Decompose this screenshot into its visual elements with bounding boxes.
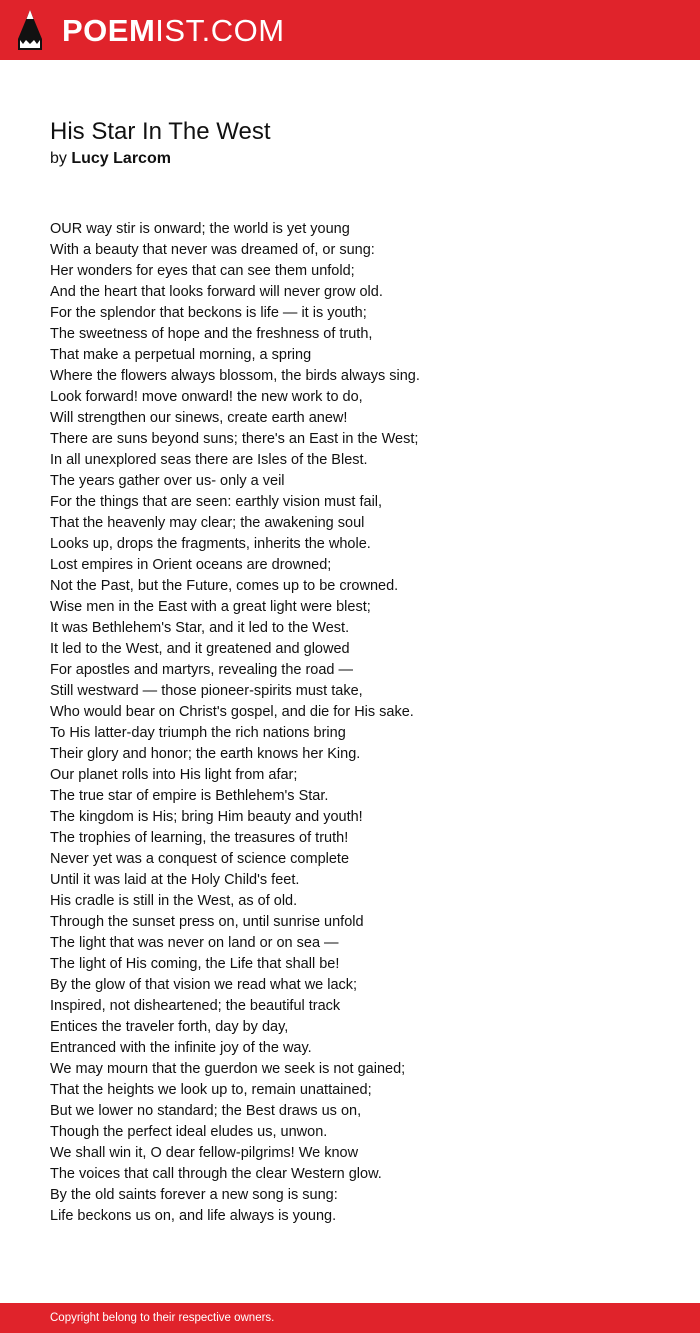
by-label: by (50, 150, 67, 167)
poem-line: By the glow of that vision we read what we lack; (50, 977, 358, 993)
poem-line: Our planet rolls into His light from afar; (50, 767, 298, 783)
poem-line: It led to the West, and it greatened and glowed (50, 641, 350, 657)
poem-line: Their glory and honor; the earth knows her King. (50, 746, 361, 762)
poem-line: Wise men in the East with a great light were blest; (50, 599, 371, 615)
site-header (0, 0, 700, 60)
poem-line: Will strengthen our sinews, create earth anew! (50, 410, 348, 426)
poem-line: By the old saints forever a new song is sung: (50, 1187, 338, 1203)
poem-title: His Star In The West (50, 118, 271, 145)
poem-line: Still westward — those pioneer-spirits must take, (50, 683, 363, 699)
poem-line: Never yet was a conquest of science complete (50, 851, 350, 867)
poem-line: Though the perfect ideal eludes us, unwon. (50, 1124, 328, 1140)
poem-line: That the heights we look up to, remain unattained; (50, 1082, 372, 1098)
poem-line: His cradle is still in the West, as of old. (50, 893, 298, 909)
poem-line: The trophies of learning, the treasures of truth! (50, 830, 349, 846)
poem-line: There are suns beyond suns; there's an East in the West; (50, 431, 419, 447)
poem-line: But we lower no standard; the Best draws us on, (50, 1103, 362, 1119)
poem-line: To His latter-day triumph the rich nations bring (50, 725, 346, 741)
poem-byline (50, 148, 171, 170)
pencil-tip-icon[interactable] (17, 9, 43, 51)
site-logo[interactable] (62, 13, 285, 49)
poem-line: Look forward! move onward! the new work to do, (50, 389, 363, 405)
poem-line: And the heart that looks forward will never grow old. (50, 284, 383, 300)
logo-bold-text: POEM (62, 13, 156, 48)
poem-line: Who would bear on Christ's gospel, and die for His sake. (50, 704, 414, 720)
poem-body (50, 219, 670, 1227)
poem-line: The voices that call through the clear Western glow. (50, 1166, 382, 1182)
poem-line: Life beckons us on, and life always is young. (50, 1208, 337, 1224)
poem-line: We shall win it, O dear fellow-pilgrims! We know (50, 1145, 359, 1161)
poem-line: For the things that are seen: earthly vision must fail, (50, 494, 383, 510)
poem-line: Entranced with the infinite joy of the way. (50, 1040, 312, 1056)
poem-line: Until it was laid at the Holy Child's feet. (50, 872, 300, 888)
poem-line: Lost empires in Orient oceans are drowned; (50, 557, 332, 573)
poem-line: In all unexplored seas there are Isles of the Blest. (50, 452, 368, 468)
poem-line: Inspired, not disheartened; the beautiful track (50, 998, 341, 1014)
poem-line: OUR way stir is onward; the world is yet young (50, 221, 350, 237)
poem-line: Not the Past, but the Future, comes up to be crowned. (50, 578, 399, 594)
site-footer (0, 1303, 700, 1333)
poem-line: For the splendor that beckons is life — it is youth; (50, 305, 367, 321)
poem-line: Through the sunset press on, until sunrise unfold (50, 914, 364, 930)
author-name: Lucy Larcom (71, 150, 171, 167)
poem-line: The sweetness of hope and the freshness of truth, (50, 326, 373, 342)
poem-line: The light that was never on land or on sea — (50, 935, 339, 951)
poem-line: The light of His coming, the Life that shall be! (50, 956, 340, 972)
poem-line: The kingdom is His; bring Him beauty and youth! (50, 809, 363, 825)
poem-line: The years gather over us- only a veil (50, 473, 285, 489)
logo-light-text: IST.COM (155, 13, 285, 48)
poem-line: It was Bethlehem's Star, and it led to the West. (50, 620, 350, 636)
poem-line: Entices the traveler forth, day by day, (50, 1019, 289, 1035)
poem-line: That make a perpetual morning, a spring (50, 347, 312, 363)
poem-line: That the heavenly may clear; the awakening soul (50, 515, 365, 531)
poem-line: Looks up, drops the fragments, inherits the whole. (50, 536, 371, 552)
poem-line: We may mourn that the guerdon we seek is not gained; (50, 1061, 406, 1077)
poem-line: With a beauty that never was dreamed of, or sung: (50, 242, 375, 258)
poem-line: For apostles and martyrs, revealing the road — (50, 662, 354, 678)
poem-line: Her wonders for eyes that can see them unfold; (50, 263, 355, 279)
poem-line: The true star of empire is Bethlehem's Star. (50, 788, 329, 804)
copyright-text: Copyright belong to their respective owners. (50, 1312, 275, 1324)
poem-line: Where the flowers always blossom, the birds always sing. (50, 368, 420, 384)
